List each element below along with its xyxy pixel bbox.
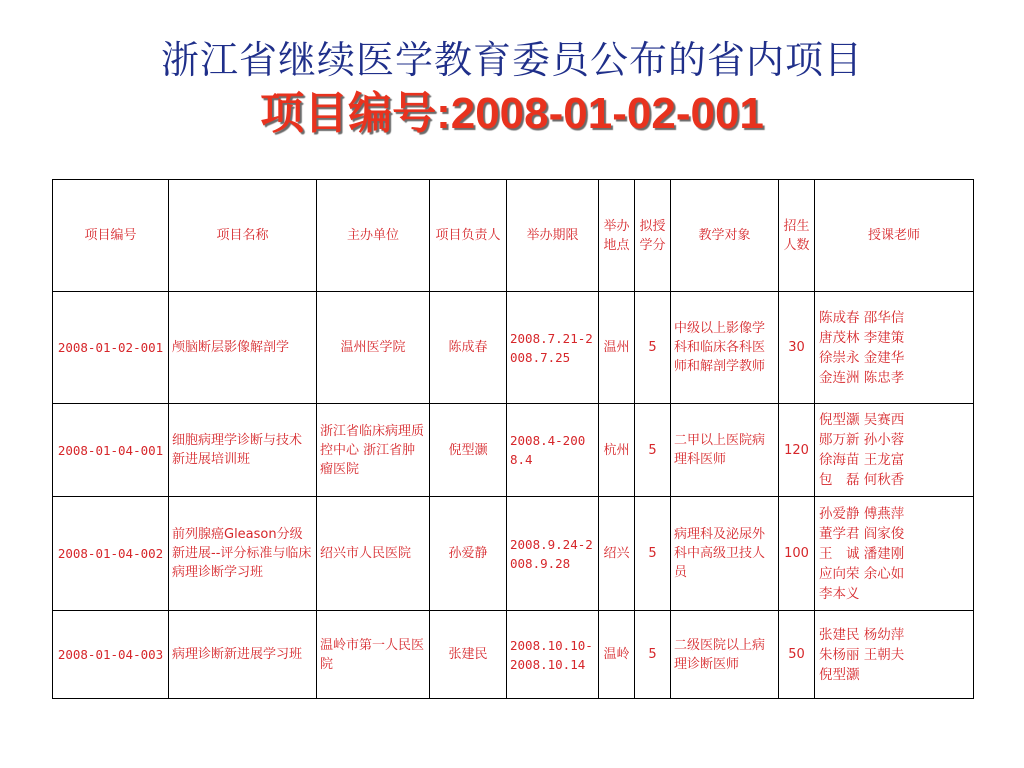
audience: 病理科及泌尿外科中高级卫技人员 xyxy=(671,497,779,611)
header-cell: 举办地点 xyxy=(599,180,635,292)
project-code: 2008-01-04-002 xyxy=(53,497,169,611)
header-cell: 授课老师 xyxy=(815,180,974,292)
place: 绍兴 xyxy=(599,497,635,611)
audience: 中级以上影像学科和临床各科医师和解剖学教师 xyxy=(671,292,779,404)
project-name: 细胞病理学诊断与技术新进展培训班 xyxy=(169,404,317,497)
teacher-line: 郧万新 孙小蓉 xyxy=(819,432,905,448)
teacher-line: 董学君 阎家俊 xyxy=(819,525,905,542)
header-cell: 拟授学分 xyxy=(635,180,671,292)
period: 2008.10.10-2008.10.14 xyxy=(507,611,599,699)
teachers xyxy=(815,611,974,699)
place: 温岭 xyxy=(599,611,635,699)
table-row xyxy=(53,292,974,404)
enrollment: 120 xyxy=(779,404,815,497)
teacher-line: 唐茂林 李建策 xyxy=(819,329,905,346)
slide-title-block xyxy=(0,36,1024,140)
credits: 5 xyxy=(635,292,671,404)
teacher-line: 朱杨丽 王朝夫 xyxy=(819,646,905,663)
enrollment: 50 xyxy=(779,611,815,699)
teachers xyxy=(815,292,974,404)
project-leader: 陈成春 xyxy=(430,292,507,404)
project-name: 病理诊断新进展学习班 xyxy=(169,611,317,699)
header-cell: 举办期限 xyxy=(507,180,599,292)
project-code: 2008-01-04-003 xyxy=(53,611,169,699)
table-row xyxy=(53,404,974,497)
teachers xyxy=(815,404,974,497)
project-leader: 张建民 xyxy=(430,611,507,699)
table-header-row xyxy=(53,180,974,292)
credits: 5 xyxy=(635,611,671,699)
table-row xyxy=(53,611,974,699)
project-code: 2008-01-04-001 xyxy=(53,404,169,497)
header-cell: 教学对象 xyxy=(671,180,779,292)
project-leader: 倪型灏 xyxy=(430,404,507,497)
table-row xyxy=(53,497,974,611)
host-unit: 绍兴市人民医院 xyxy=(317,497,430,611)
enrollment: 30 xyxy=(779,292,815,404)
header-cell: 项目名称 xyxy=(169,180,317,292)
host-unit: 温州医学院 xyxy=(317,292,430,404)
teacher-line: 陈成春 邵华信 xyxy=(819,309,905,326)
teacher-line: 张建民 杨幼萍 xyxy=(819,626,905,643)
period: 2008.7.21-2008.7.25 xyxy=(507,292,599,404)
audience: 二级医院以上病理诊断医师 xyxy=(671,611,779,699)
teacher-line: 倪型灏 xyxy=(819,666,860,683)
teacher-line: 金连洲 陈忠孝 xyxy=(819,369,905,386)
credits: 5 xyxy=(635,404,671,497)
project-code: 2008-01-02-001 xyxy=(53,292,169,404)
enrollment: 100 xyxy=(779,497,815,611)
header-cell: 招生人数 xyxy=(779,180,815,292)
place: 温州 xyxy=(599,292,635,404)
audience: 二甲以上医院病理科医师 xyxy=(671,404,779,497)
teacher-line: 徐崇永 金建华 xyxy=(819,349,905,366)
teacher-line: 孙爱静 傅燕萍 xyxy=(819,505,905,522)
host-unit: 浙江省临床病理质控中心 浙江省肿瘤医院 xyxy=(317,404,430,497)
project-number-subtitle: 项目编号:2008-01-02-001 xyxy=(260,89,764,138)
teacher-line: 应向荣 余心如 xyxy=(819,565,905,582)
teachers xyxy=(815,497,974,611)
credits: 5 xyxy=(635,497,671,611)
project-table xyxy=(52,179,974,699)
period: 2008.9.24-2008.9.28 xyxy=(507,497,599,611)
period: 2008.4-2008.4 xyxy=(507,404,599,497)
teacher-line: 李本义 xyxy=(819,585,860,602)
host-unit: 温岭市第一人民医院 xyxy=(317,611,430,699)
project-name: 颅脑断层影像解剖学 xyxy=(169,292,317,404)
teacher-line: 王 诚 潘建刚 xyxy=(819,545,905,562)
teacher-line: 徐海苗 王龙富 xyxy=(819,452,905,468)
header-cell: 项目编号 xyxy=(53,180,169,292)
teacher-line: 包 磊 何秋香 xyxy=(819,472,905,488)
teacher-line: 倪型灏 吴赛西 xyxy=(819,412,905,428)
project-leader: 孙爱静 xyxy=(430,497,507,611)
header-cell: 项目负责人 xyxy=(430,180,507,292)
header-cell: 主办单位 xyxy=(317,180,430,292)
slide-title: 浙江省继续医学教育委员公布的省内项目 xyxy=(160,38,863,82)
project-name: 前列腺癌Gleason分级新进展--评分标准与临床病理诊断学习班 xyxy=(169,497,317,611)
place: 杭州 xyxy=(599,404,635,497)
